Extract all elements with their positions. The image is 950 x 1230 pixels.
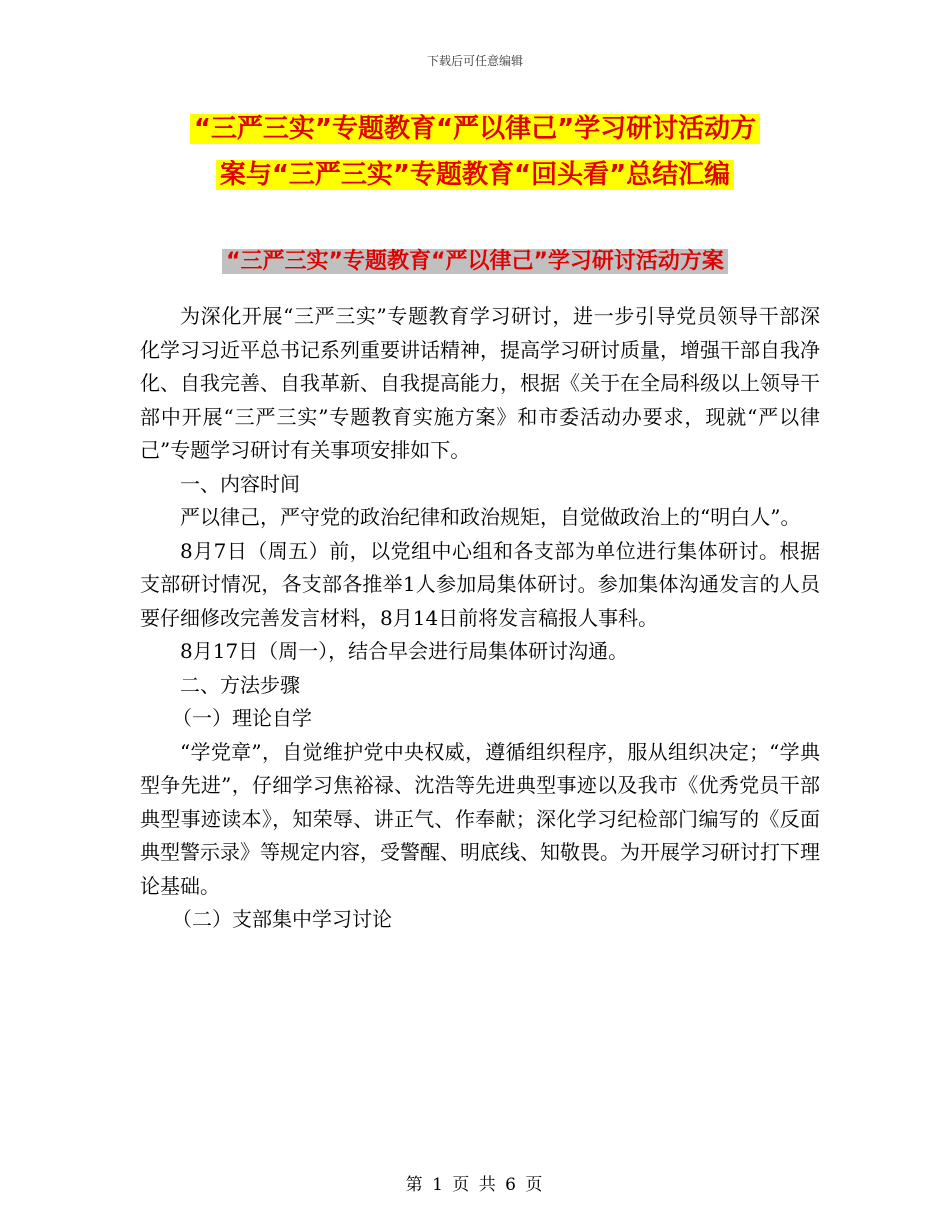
paragraph-content: 严以律己，严守党的政治纪律和政治规矩，自觉做政治上的“明白人”。 [180,505,801,529]
paragraph-schedule-1: 8月7日（周五）前，以党组中心组和各支部为单位进行集体研讨。根据支部研讨情况，各支部各推举1人参加局集体研讨。参加集体沟通发言的人员要仔细修改完善发言材料，8月14日前将发言稿报人事科。 [140,538,820,630]
paragraph-intro: 为深化开展“三严三实”专题教育学习研讨，进一步引导党员领导干部深化学习习近平总书记系列重要讲话精神，提高学习研讨质量，增强干部自我净化、自我完善、自我革新、自我提高能力，根据《关于在全局科级以上领导干部中开展“三严三实”专题教育实施方案》和市委活动办要求，现就“严以律己”专题学习研讨有关事项安排如下。 [140,304,820,462]
paragraph-self-study: “学党章”，自觉维护党中央权威，遵循组织程序，服从组织决定；“学典型争先进”，仔细学习焦裕禄、沈浩等先进典型事迹以及我市《优秀党员干部典型事迹读本》，知荣辱、讲正气、作奉献；深化学习纪检部门编写的《反面典型警示录》等规定内容，受警醒、明底线、知敬畏。为开展学习研讨打下理论基础。 [140,739,820,898]
document-body [140,300,820,937]
heading-methods: 二、方法步骤 [180,672,300,697]
document-title-line-1 [0,112,950,146]
subheading-self-study: （一）理论自学 [172,706,312,730]
title-highlight-1: “三严三实”专题教育“严以律己”学习研讨活动方 [190,114,760,144]
paragraph-schedule-2: 8月17日（周一），结合早会进行局集体研讨沟通。 [180,639,629,663]
title-highlight-2: 案与“三严三实”专题教育“回头看”总结汇编 [216,160,734,190]
page-footer: 第 1 页 共 6 页 [405,1175,545,1195]
heading-content-time: 一、内容时间 [180,471,300,496]
document-title-line-2 [0,158,950,192]
section-title [0,246,950,278]
subheading-branch-study: （二）支部集中学习讨论 [172,907,392,931]
header-note: 下载后可任意编辑 [426,54,523,68]
section-title-highlight: “三严三实”专题教育“严以律己”学习研讨活动方案 [222,249,728,274]
